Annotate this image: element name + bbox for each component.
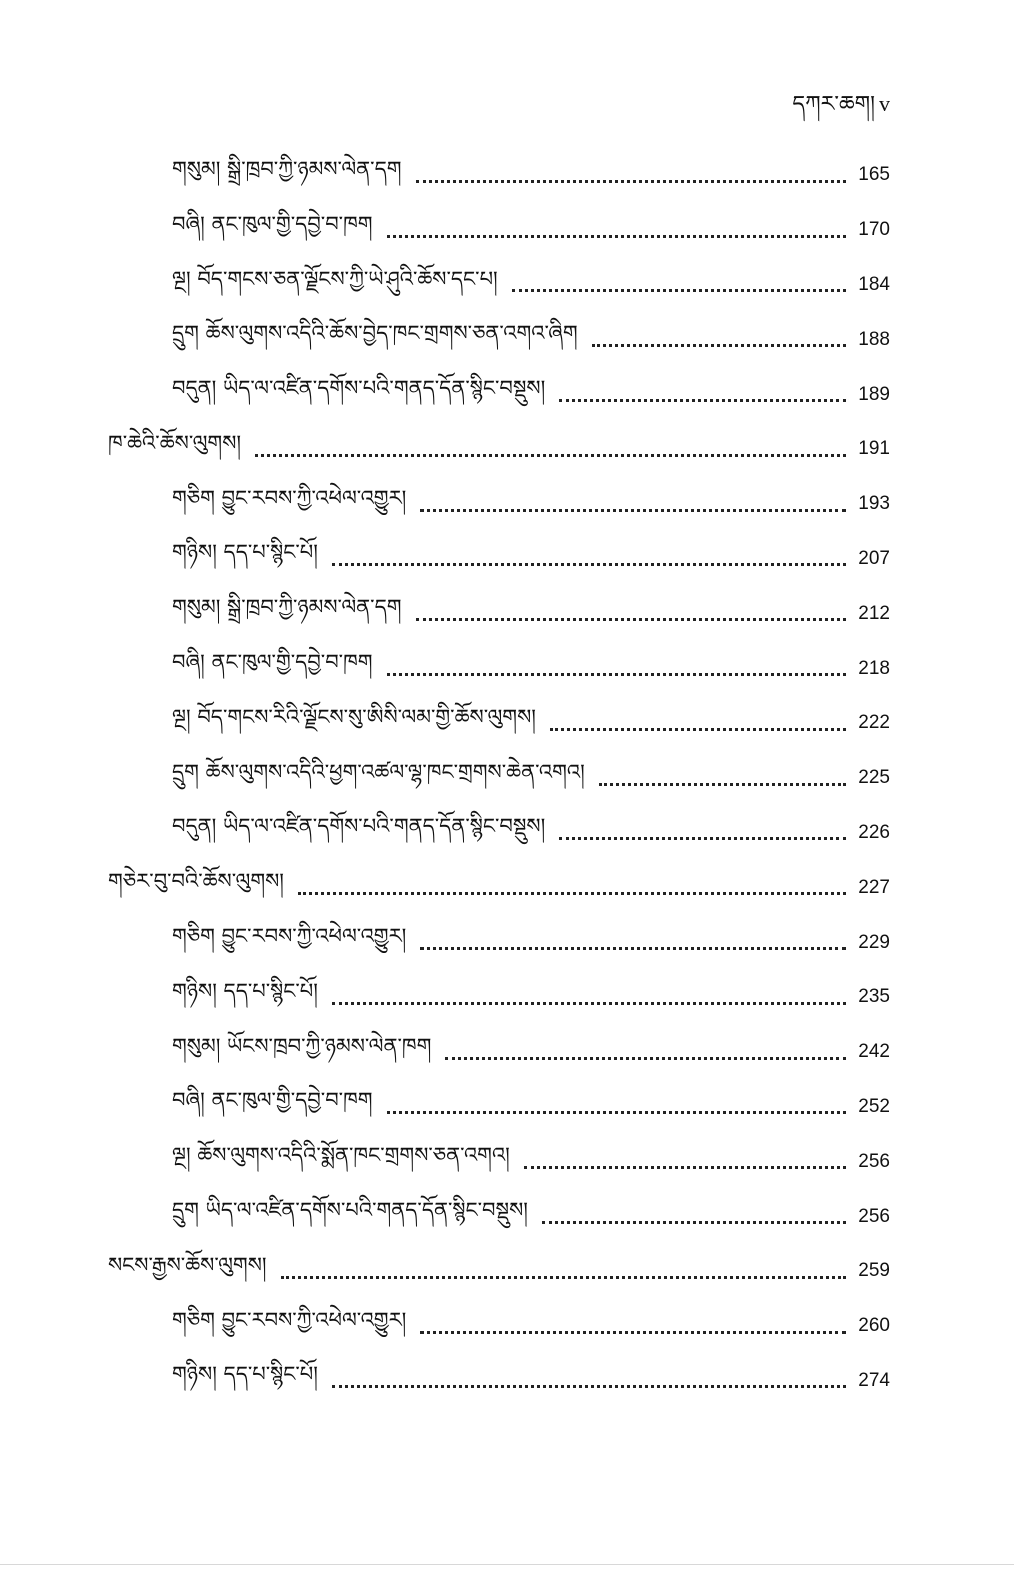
toc-entry-page-number: 226 — [858, 821, 890, 843]
dot-leader — [420, 509, 846, 512]
toc-entry-page-number: 225 — [858, 767, 890, 789]
toc-section-entry[interactable] — [0, 477, 890, 532]
toc-section-entry[interactable] — [0, 970, 890, 1025]
toc-entry-page-number: 227 — [858, 876, 890, 898]
toc-section-entry[interactable] — [0, 806, 890, 861]
toc-entry-title: གཉིས། དད་པ་སྙིང་པོ། — [172, 978, 318, 1003]
toc-entry-page-number: 165 — [858, 164, 890, 186]
dot-leader — [416, 180, 846, 183]
dot-leader — [559, 399, 846, 402]
toc-entry-title: གསུམ། སྒྲི་ཁྲབ་ཀྱི་ཉམས་ལེན་དག — [172, 156, 402, 181]
toc-section-entry[interactable] — [0, 1134, 890, 1189]
toc-entry-page-number: 235 — [858, 986, 890, 1008]
toc-entry-title: གཅིག བྱུང་རབས་ཀྱི་འཕེལ་འགྱུར། — [172, 924, 407, 949]
toc-entry-title: དྲུག ཡིད་ལ་འཛིན་དགོས་པའི་གནད་དོན་སྙིང་བསྡུས། — [172, 1198, 528, 1223]
dot-leader — [559, 837, 846, 840]
dot-leader — [524, 1166, 846, 1169]
toc-entry-title: ལྔ། བོད་གངས་ཅན་ལྗོངས་ཀྱི་ཡེ་ཤུའི་ཆོས་དང་པ། — [172, 266, 498, 291]
dot-leader — [599, 783, 846, 786]
toc-entry-title: བཞི། ནང་ཁུལ་གྱི་དབྱེ་བ་ཁག — [172, 650, 373, 675]
toc-entry-title: ཁ་ཆེའི་ཆོས་ལུགས། — [108, 430, 242, 455]
toc-entry-page-number: 274 — [858, 1369, 890, 1391]
toc-entry-title: ལྔ། ཆོས་ལུགས་འདིའི་སྨོན་ཁང་གྲགས་ཅན་འགའ། — [172, 1143, 510, 1168]
dot-leader — [387, 673, 846, 676]
toc-entry-page-number: 256 — [858, 1205, 890, 1227]
toc-section-entry[interactable] — [0, 915, 890, 970]
toc-entry-title: བདུན། ཡིད་ལ་འཛིན་དགོས་པའི་གནད་དོན་སྙིང་བསྡུས། — [172, 376, 546, 401]
toc-section-entry[interactable] — [0, 641, 890, 696]
toc-entry-page-number: 222 — [858, 712, 890, 734]
dot-leader — [281, 1276, 846, 1279]
toc-section-entry[interactable] — [0, 532, 890, 587]
dot-leader — [298, 892, 846, 895]
toc-entry-page-number: 193 — [858, 493, 890, 515]
toc-entry-title: གསུམ། སྒྲི་ཁྲབ་ཀྱི་ཉམས་ལེན་དག — [172, 595, 402, 620]
toc-entry-title: གཅིག བྱུང་རབས་ཀྱི་འཕེལ་འགྱུར། — [172, 1307, 407, 1332]
toc-section-entry[interactable] — [0, 1080, 890, 1135]
toc-entry-page-number: 259 — [858, 1260, 890, 1282]
toc-entry-title: གཉིས། དད་པ་སྙིང་པོ། — [172, 540, 318, 565]
dot-leader — [255, 454, 846, 457]
dot-leader — [416, 618, 846, 621]
toc-section-entry[interactable] — [0, 367, 890, 422]
toc-chapter-entry[interactable] — [0, 1244, 890, 1299]
dot-leader — [420, 947, 846, 950]
toc-entry-title: གཅེར་བུ་བའི་ཆོས་ལུགས། — [108, 869, 284, 894]
toc-entry-page-number: 170 — [858, 219, 890, 241]
toc-entry-title: བཞི། ནང་ཁུལ་གྱི་དབྱེ་བ་ཁག — [172, 211, 373, 236]
dot-leader — [332, 1385, 846, 1388]
table-of-contents — [0, 148, 1014, 1408]
toc-entry-page-number: 191 — [858, 438, 890, 460]
dot-leader — [445, 1057, 846, 1060]
dot-leader — [332, 563, 846, 566]
toc-entry-page-number: 260 — [858, 1315, 890, 1337]
toc-entry-title: བདུན། ཡིད་ལ་འཛིན་དགོས་པའི་གནད་དོན་སྙིང་བསྡུས། — [172, 814, 546, 839]
toc-chapter-entry[interactable] — [0, 422, 890, 477]
toc-entry-page-number: 189 — [858, 383, 890, 405]
dot-leader — [592, 344, 846, 347]
toc-section-entry[interactable] — [0, 751, 890, 806]
toc-section-entry[interactable] — [0, 1354, 890, 1409]
page-number: v — [879, 91, 890, 116]
toc-chapter-entry[interactable] — [0, 860, 890, 915]
toc-entry-title: གསུམ། ཡོངས་ཁྲབ་ཀྱི་ཉམས་ལེན་ཁག — [172, 1033, 432, 1058]
toc-entry-page-number: 229 — [858, 931, 890, 953]
toc-section-entry[interactable] — [0, 203, 890, 258]
toc-entry-page-number: 184 — [858, 273, 890, 295]
toc-entry-page-number: 256 — [858, 1150, 890, 1172]
toc-entry-page-number: 242 — [858, 1041, 890, 1063]
running-header — [792, 88, 890, 121]
toc-section-entry[interactable] — [0, 1189, 890, 1244]
toc-entry-title: གཉིས། དད་པ་སྙིང་པོ། — [172, 1362, 318, 1387]
toc-entry-page-number: 207 — [858, 547, 890, 569]
toc-entry-page-number: 252 — [858, 1095, 890, 1117]
toc-section-entry[interactable] — [0, 1299, 890, 1354]
dot-leader — [387, 1111, 846, 1114]
running-title: དཀར་ཆག། — [792, 92, 875, 117]
dot-leader — [387, 235, 846, 238]
toc-entry-page-number: 218 — [858, 657, 890, 679]
toc-entry-page-number: 212 — [858, 602, 890, 624]
toc-section-entry[interactable] — [0, 258, 890, 313]
toc-section-entry[interactable] — [0, 586, 890, 641]
dot-leader — [332, 1002, 846, 1005]
dot-leader — [512, 289, 846, 292]
toc-entry-title: གཅིག བྱུང་རབས་ཀྱི་འཕེལ་འགྱུར། — [172, 485, 407, 510]
dot-leader — [420, 1331, 846, 1334]
dot-leader — [550, 728, 846, 731]
toc-entry-page-number: 188 — [858, 328, 890, 350]
toc-entry-title: དྲུག ཆོས་ལུགས་འདིའི་ཆོས་བྱེད་ཁང་གྲགས་ཅན་འགའ་ཞིག — [172, 321, 578, 346]
toc-entry-title: སངས་རྒྱས་ཆོས་ལུགས། — [108, 1252, 267, 1277]
toc-section-entry[interactable] — [0, 148, 890, 203]
dot-leader — [542, 1221, 846, 1224]
page-bottom-edge — [0, 1564, 1014, 1565]
toc-section-entry[interactable] — [0, 312, 890, 367]
toc-section-entry[interactable] — [0, 696, 890, 751]
toc-entry-title: བཞི། ནང་ཁུལ་གྱི་དབྱེ་བ་ཁག — [172, 1088, 373, 1113]
toc-entry-title: དྲུག ཆོས་ལུགས་འདིའི་ཕྱག་འཚལ་ལྷ་ཁང་གྲགས་ཆེན་འགའ། — [172, 759, 585, 784]
toc-section-entry[interactable] — [0, 1025, 890, 1080]
toc-entry-title: ལྔ། བོད་གངས་རིའི་ལྗོངས་སུ་ཨིསི་ལམ་གྱི་ཆོས་ལུགས། — [172, 704, 536, 729]
